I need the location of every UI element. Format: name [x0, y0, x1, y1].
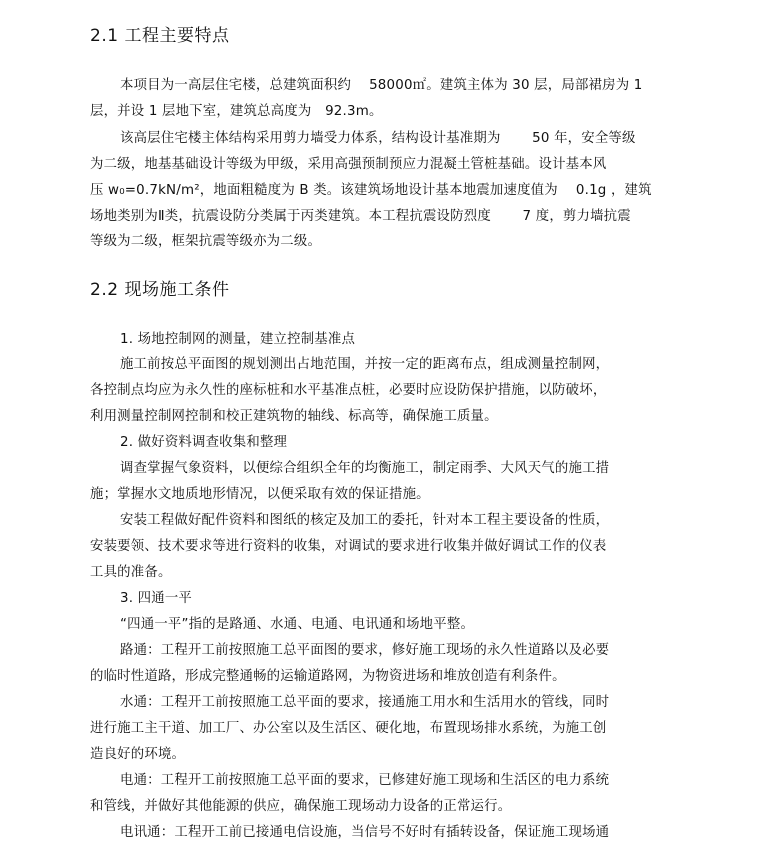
paragraph-line: 利用测量控制网控制和校正建筑物的轴线、标高等，确保施工质量。	[90, 409, 498, 424]
list-item-heading: 3. 四通一平	[120, 591, 192, 606]
paragraph-line: 电通：工程开工前按照施工总平面的要求，已修建好施工现场和生活区的电力系统	[120, 773, 610, 788]
paragraph-line: 造良好的环境。	[90, 747, 186, 762]
paragraph-line: 水通：工程开工前按照施工总平面的要求，接通施工用水和生活用水的管线，同时	[120, 695, 610, 710]
paragraph-line: 压 w₀=0.7kN/m²，地面粗糙度为 B 类。该建筑场地设计基本地震加速度值为 0.1g ，建筑	[90, 183, 652, 198]
paragraph-line: 为二级，地基基础设计等级为甲级，采用高强预制预应力混凝土管桩基础。设计基本风	[90, 157, 607, 172]
paragraph-line: 安装要领、技术要求等进行资料的收集，对调试的要求进行收集并做好调试工作的仪表	[90, 539, 607, 554]
paragraph-line: 的临时性道路，形成完整通畅的运输道路网，为物资进场和堆放创造有利条件。	[90, 669, 566, 684]
paragraph-line: 电讯通：工程开工前已接通电信设施，当信号不好时有插转设备，保证施工现场通	[120, 825, 610, 840]
paragraph-line: 安装工程做好配件资料和图纸的核定及加工的委托，针对本工程主要设备的性质，	[120, 513, 610, 528]
paragraph-line: 等级为二级，框架抗震等级亦为二级。	[90, 234, 322, 249]
paragraph-line: 层，并设 1 层地下室，建筑总高度为 92.3m。	[90, 104, 383, 119]
paragraph-line: 工具的准备。	[90, 565, 172, 580]
paragraph-line: 本项目为一高层住宅楼，总建筑面积约 58000㎡。建筑主体为 30 层，局部裙房为 1	[120, 78, 643, 93]
paragraph-line: 施工前按总平面图的规划测出占地范围，并按一定的距离布点，组成测量控制网，	[120, 357, 610, 372]
list-item-heading: 1. 场地控制网的测量，建立控制基准点	[120, 332, 356, 347]
paragraph-line: 施；掌握水文地质地形情况，以便采取有效的保证措施。	[90, 487, 430, 502]
paragraph-line: 路通：工程开工前按照施工总平面图的要求，修好施工现场的永久性道路以及必要	[120, 643, 610, 658]
list-item-heading: 2. 做好资料调查收集和整理	[120, 435, 288, 450]
paragraph-line: 调查掌握气象资料，以便综合组织全年的均衡施工，制定雨季、大风天气的施工措	[120, 461, 610, 476]
paragraph-line: 各控制点均应为永久性的座标桩和水平基准点桩，必要时应设防保护措施，以防破坏，	[90, 383, 607, 398]
paragraph-line: “四通一平”指的是路通、水通、电通、电讯通和场地平整。	[120, 617, 475, 632]
paragraph-line: 和管线，并做好其他能源的供应，确保施工现场动力设备的正常运行。	[90, 799, 512, 814]
section-heading-2-2: 2.2 现场施工条件	[90, 280, 230, 300]
paragraph-line: 进行施工主干道、加工厂、办公室以及生活区、硬化地，布置现场排水系统，为施工创	[90, 721, 607, 736]
paragraph-line: 该高层住宅楼主体结构采用剪力墙受力体系，结构设计基准期为 50 年，安全等级	[120, 131, 636, 146]
section-heading-2-1: 2.1 工程主要特点	[90, 26, 230, 46]
paragraph-line: 场地类别为Ⅱ类，抗震设防分类属于丙类建筑。本工程抗震设防烈度 7 度，剪力墙抗震	[90, 209, 631, 224]
